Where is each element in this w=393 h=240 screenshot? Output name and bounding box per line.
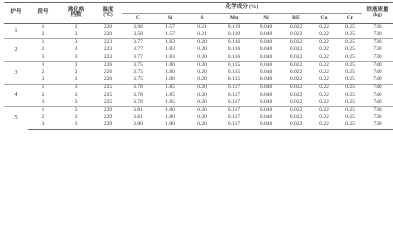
table-cell: 730 (362, 107, 393, 115)
table-cell: 1.80 (154, 107, 186, 115)
table-cell: 0.022 (289, 114, 303, 121)
table-cell: 730 (373, 53, 382, 60)
table-cell: 0.22 (319, 46, 329, 53)
table-cell: 1.80 (154, 121, 186, 129)
header-temperature-line2: (℃) (103, 13, 113, 18)
table-cell: 0.022 (289, 91, 303, 98)
table-cell: 0.20 (186, 39, 218, 47)
header-composition-group: 化学成分 (%) (122, 3, 362, 14)
header-melt-mass (362, 3, 393, 24)
table-cell: 3 (74, 68, 78, 75)
table-cell: 0.20 (197, 68, 207, 75)
table-cell: 0.040 (250, 61, 282, 69)
table-cell: 740 (362, 84, 393, 92)
table-cell: 0.25 (345, 114, 355, 121)
table-cell: 1.80 (154, 61, 186, 69)
table-cell: 2 (41, 68, 45, 75)
table-cell: 0.22 (310, 84, 338, 92)
table-cell: 225 (103, 98, 113, 105)
table-cell: 0.22 (310, 107, 338, 115)
table-cell: 0.117 (227, 91, 241, 98)
table-row (4, 84, 393, 92)
table-cell: 3 (74, 91, 78, 98)
table-cell: 0.040 (259, 98, 273, 105)
table-cell: 0.22 (310, 39, 338, 47)
table-cell: 0.115 (227, 76, 241, 83)
table-cell: 0.20 (186, 61, 218, 69)
table-cell: 0.040 (259, 53, 273, 60)
table-cell: 0.25 (345, 46, 355, 53)
table-cell: 3 (74, 114, 78, 121)
table-cell: 0.21 (197, 23, 207, 30)
table-cell: 0.117 (227, 114, 241, 121)
table-cell: 0.22 (319, 91, 329, 98)
table-cell: 3 (58, 39, 94, 47)
table-cell: 0.022 (282, 107, 310, 115)
table-row (4, 24, 393, 32)
table-cell: 225 (94, 84, 122, 92)
table-cell: 3.75 (122, 61, 154, 69)
table-cell: 0.20 (197, 53, 207, 60)
table-cell: 0.116 (218, 39, 250, 47)
table-cell: 1.85 (165, 91, 175, 98)
furnace-cell: 2 (4, 39, 28, 62)
table-cell: 0.25 (345, 91, 355, 98)
table-cell: 740 (362, 61, 393, 69)
furnace-cell: 4 (4, 84, 28, 107)
table-cell: 1.80 (165, 68, 175, 75)
table-cell: 0.22 (319, 23, 329, 30)
table-cell: 0.25 (338, 39, 362, 47)
table-cell: 3 (58, 61, 94, 69)
table-cell: 3.58 (133, 31, 143, 38)
table-cell: 3 (74, 76, 78, 83)
table-cell: 0.20 (186, 121, 218, 129)
table-cell: 0.22 (319, 31, 329, 38)
table-cell: 0.22 (319, 98, 329, 105)
table-cell: 0.25 (345, 76, 355, 83)
table-cell: 229 (94, 107, 122, 115)
table-cell: 730 (373, 23, 382, 30)
header-melt-mass-line2: (kg) (373, 13, 382, 18)
table-cell: 2 (41, 91, 45, 98)
table-cell: 3.77 (122, 39, 154, 47)
header-temp-zone-line1: 沸化格 (67, 6, 85, 13)
table-cell: 220 (103, 31, 113, 38)
table-cell: 0.022 (282, 61, 310, 69)
header-element-cu: Cu (320, 14, 328, 21)
table-cell: 0.20 (197, 98, 207, 105)
table-cell: 3.78 (122, 84, 154, 92)
header-element-c: C (136, 14, 140, 21)
table-header (4, 3, 393, 24)
table-cell: 3.77 (133, 53, 143, 60)
table-cell: 0.022 (289, 31, 303, 38)
table-cell: 0.25 (338, 121, 362, 129)
table-cell: 3.78 (133, 98, 143, 105)
table-cell: 740 (373, 98, 382, 105)
table-cell: 223 (103, 53, 113, 60)
table-cell: 1.85 (154, 84, 186, 92)
table-cell: 1.80 (165, 114, 175, 121)
table-row (4, 107, 393, 115)
table-cell: 1.85 (165, 98, 175, 105)
table-cell: 2 (41, 31, 45, 38)
table-cell: 0.20 (197, 76, 207, 83)
table-cell: 3 (41, 98, 45, 105)
table-cell: 0.22 (319, 68, 329, 75)
table-cell: 1.80 (165, 76, 175, 83)
table-cell: 0.20 (197, 46, 207, 53)
table-cell: 3 (74, 31, 78, 38)
table-cell: 0.022 (282, 39, 310, 47)
table-cell: 226 (103, 68, 113, 75)
table-cell: 1.83 (165, 53, 175, 60)
table-cell: 3.80 (122, 121, 154, 129)
header-segment: 段号 (37, 9, 49, 16)
table-cell: 0.22 (319, 114, 329, 121)
table-cell: 3.81 (133, 114, 143, 121)
table-cell: 229 (103, 114, 113, 121)
table-row (4, 39, 393, 47)
table-cell: 0.25 (345, 98, 355, 105)
header-melt-mass-line1: 铁液质量 (366, 6, 389, 13)
table-cell: 0.25 (345, 31, 355, 38)
table-cell: 740 (373, 68, 382, 75)
table-cell: 220 (103, 23, 113, 30)
table-cell: 3.75 (133, 68, 143, 75)
table-cell: 1 (28, 39, 58, 47)
table-cell: 0.022 (282, 84, 310, 92)
table-cell: 0.22 (310, 61, 338, 69)
table-row (4, 54, 393, 62)
table-row (4, 99, 393, 107)
table-cell: 0.022 (289, 98, 303, 105)
table-cell: 0.116 (227, 46, 241, 53)
table-cell: 1 (28, 61, 58, 69)
table-cell: 3 (74, 46, 78, 53)
table-cell: 0.119 (227, 23, 241, 30)
table-cell: 1 (41, 23, 45, 30)
table-cell: 0.022 (289, 68, 303, 75)
table-cell: 0.022 (289, 23, 303, 30)
table-row (4, 31, 393, 39)
table-cell: 3 (74, 98, 78, 105)
table-cell: 0.040 (259, 68, 273, 75)
table-cell: 2 (41, 46, 45, 53)
table-cell: 0.022 (289, 76, 303, 83)
table-cell: 0.22 (319, 76, 329, 83)
table-cell: 0.022 (282, 121, 310, 129)
table-row (4, 121, 393, 129)
header-temperature-line1: 温度 (102, 6, 114, 13)
table-cell: 225 (103, 91, 113, 98)
table-cell: 0.022 (289, 53, 303, 60)
header-element-re: RE (292, 14, 300, 21)
table-cell: 223 (94, 39, 122, 47)
composition-table (4, 2, 393, 130)
table-cell: 0.040 (250, 121, 282, 129)
table-cell: 3 (74, 23, 78, 30)
table-cell: 0.25 (338, 61, 362, 69)
furnace-cell: 5 (4, 107, 28, 130)
table-cell: 0.040 (259, 31, 273, 38)
table-cell: 0.25 (345, 53, 355, 60)
header-element-cr: Cr (346, 14, 354, 21)
table-cell: 0.117 (227, 98, 241, 105)
header-element-ni: Ni (263, 14, 269, 21)
table-cell: 3 (58, 121, 94, 129)
table-cell: 3.68 (133, 23, 143, 30)
table-cell: 0.22 (310, 121, 338, 129)
table-cell: 3.78 (133, 91, 143, 98)
table-cell: 1 (28, 107, 58, 115)
table-cell: 3 (58, 84, 94, 92)
table-cell: 3.77 (133, 46, 143, 53)
table-cell: 0.117 (218, 121, 250, 129)
table-cell: 0.040 (259, 91, 273, 98)
table-cell: 1 (28, 84, 58, 92)
table-cell: 730 (373, 31, 382, 38)
table-cell: 226 (94, 61, 122, 69)
table-cell: 0.040 (259, 114, 273, 121)
table-cell: 3 (58, 107, 94, 115)
table-cell: 0.25 (338, 107, 362, 115)
table-cell: 3 (41, 53, 45, 60)
table-cell: 0.21 (197, 31, 207, 38)
table-cell: 730 (362, 121, 393, 129)
table-cell: 3.81 (122, 107, 154, 115)
table-cell: 1.57 (165, 31, 175, 38)
table-cell: 0.022 (289, 46, 303, 53)
table-cell: 0.115 (218, 61, 250, 69)
table-cell: 0.20 (186, 84, 218, 92)
table-cell: 0.040 (250, 39, 282, 47)
table-cell: 0.20 (197, 114, 207, 121)
table-cell: 0.040 (250, 107, 282, 115)
table-cell: 0.040 (259, 46, 273, 53)
header-furnace: 炉号 (10, 9, 22, 16)
table-cell: 3.75 (133, 76, 143, 83)
table-cell: 0.040 (250, 84, 282, 92)
table-cell: 226 (103, 76, 113, 83)
table-cell: 0.22 (319, 53, 329, 60)
table-cell: 229 (94, 121, 122, 129)
table-row (4, 61, 393, 69)
furnace-cell: 3 (4, 61, 28, 84)
table-cell: 730 (362, 39, 393, 47)
table-cell: 0.20 (186, 107, 218, 115)
table-cell: 0.20 (197, 91, 207, 98)
table-cell: 0.25 (345, 23, 355, 30)
table-cell: 1.83 (154, 39, 186, 47)
table-cell: 0.117 (218, 107, 250, 115)
table-cell: 3 (41, 76, 45, 83)
table-body (4, 24, 393, 130)
table-row (4, 92, 393, 99)
table-cell: 0.115 (227, 68, 241, 75)
table-cell: 0.117 (218, 84, 250, 92)
table-row (4, 47, 393, 54)
header-element-mn: Mn (229, 14, 239, 21)
header-element-si: Si (167, 14, 173, 21)
table-cell: 0.25 (338, 84, 362, 92)
table-cell: 1.57 (165, 23, 175, 30)
table-cell: 730 (373, 114, 382, 121)
table-cell: 3 (28, 121, 58, 129)
table-cell: 0.040 (259, 76, 273, 83)
table-cell: 730 (373, 46, 382, 53)
table-cell: 0.119 (227, 31, 241, 38)
table-cell: 2 (41, 114, 45, 121)
table-cell: 223 (103, 46, 113, 53)
furnace-cell: 1 (14, 28, 18, 35)
header-temp-zone-line2: 档数 (70, 12, 82, 18)
header-element-s: S (200, 14, 204, 21)
table-cell: 740 (373, 91, 382, 98)
table-cell: 0.25 (345, 68, 355, 75)
table-cell: 1.83 (165, 46, 175, 53)
header-temp-zone (58, 3, 94, 24)
header-temperature (94, 3, 122, 24)
table-cell: 3 (74, 53, 78, 60)
table-row (4, 76, 393, 84)
table-cell: 0.116 (227, 53, 241, 60)
table-cell: 0.040 (259, 23, 273, 30)
table-cell: 740 (373, 76, 382, 83)
